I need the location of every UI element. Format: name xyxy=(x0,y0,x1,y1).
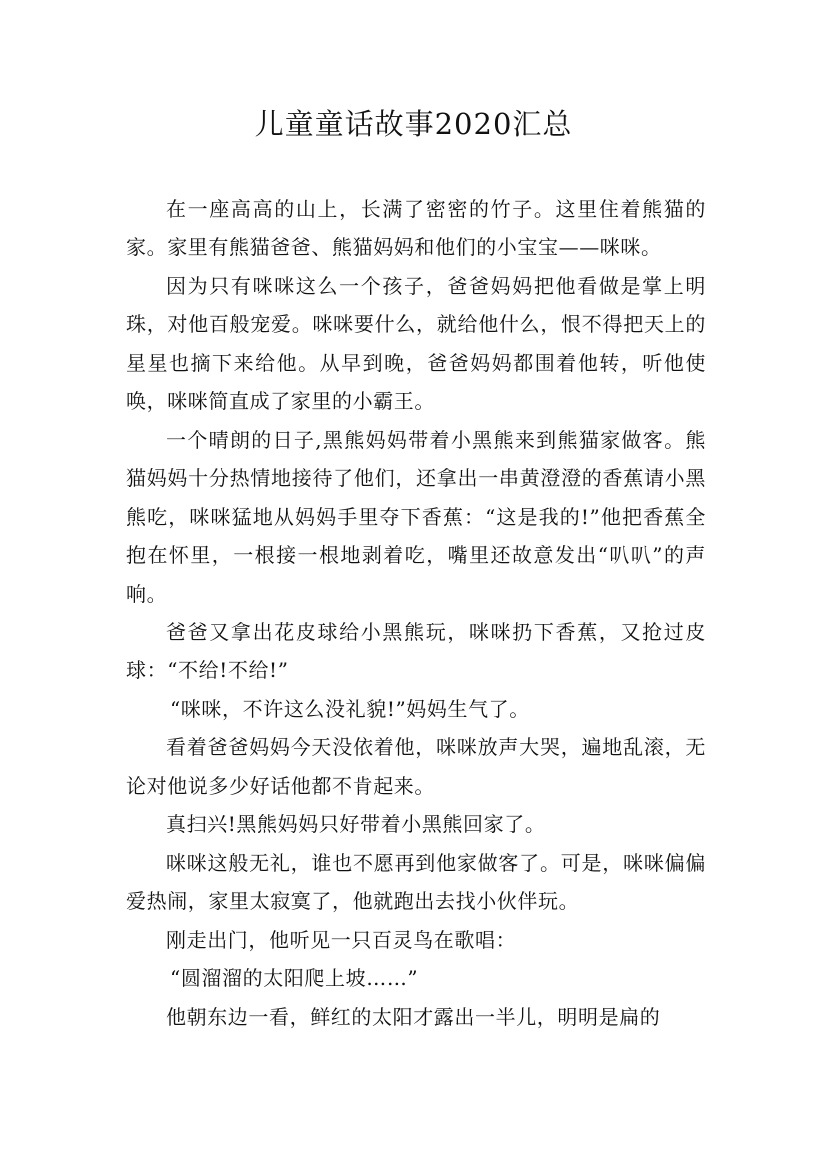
document-title: 儿童童话故事2020汇总 xyxy=(254,107,573,141)
paragraph: “圆溜溜的太阳爬上坡……” xyxy=(170,966,419,991)
paragraph: 看着爸爸妈妈今天没依着他，咪咪放声大哭，遍地乱滚，无论对他说多少好话他都不肯起来。 xyxy=(126,735,706,798)
paragraph: 他朝东边一看，鲜红的太阳才露出一半儿，明明是扁的 xyxy=(166,1004,661,1029)
paragraph: 刚走出门，他听见一只百灵鸟在歌唱： xyxy=(166,927,517,952)
paragraph: 咪咪这般无礼，谁也不愿再到他家做客了。可是，咪咪偏偏爱热闹，家里太寂寞了，他就跑出去找小伙伴玩。 xyxy=(126,850,706,914)
paragraph: 真扫兴!黑熊妈妈只好带着小黑熊回家了。 xyxy=(166,812,546,837)
paragraph: 在一座高高的山上，长满了密密的竹子。这里住着熊猫的家。家里有熊猫爸爸、熊猫妈妈和他们的小宝宝——咪咪。 xyxy=(126,197,706,260)
document-body xyxy=(126,190,706,1036)
paragraph: 一个晴朗的日子,黑熊妈妈带着小黑熊来到熊猫家做客。熊猫妈妈十分热情地接待了他们，还拿出一串黄澄澄的香蕉请小黑熊吃，咪咪猛地从妈妈手里夺下香蕉：“这是我的!”他把香蕉全抱在怀里，一根接一根地剥着吃，嘴里还故意发出“叭叭”的声响。 xyxy=(126,427,706,606)
paragraph: 爸爸又拿出花皮球给小黑熊玩，咪咪扔下香蕉，又抢过皮球：“不给!不给!” xyxy=(126,619,706,683)
paragraph: “咪咪，不许这么没礼貌!”妈妈生气了。 xyxy=(170,696,530,721)
paragraph: 因为只有咪咪这么一个孩子，爸爸妈妈把他看做是掌上明珠，对他百般宠爱。咪咪要什么，就给他什么，恨不得把天上的星星也摘下来给他。从早到晚，爸爸妈妈都围着他转，听他使唤，咪咪简直成了家里的小霸王。 xyxy=(126,273,706,414)
